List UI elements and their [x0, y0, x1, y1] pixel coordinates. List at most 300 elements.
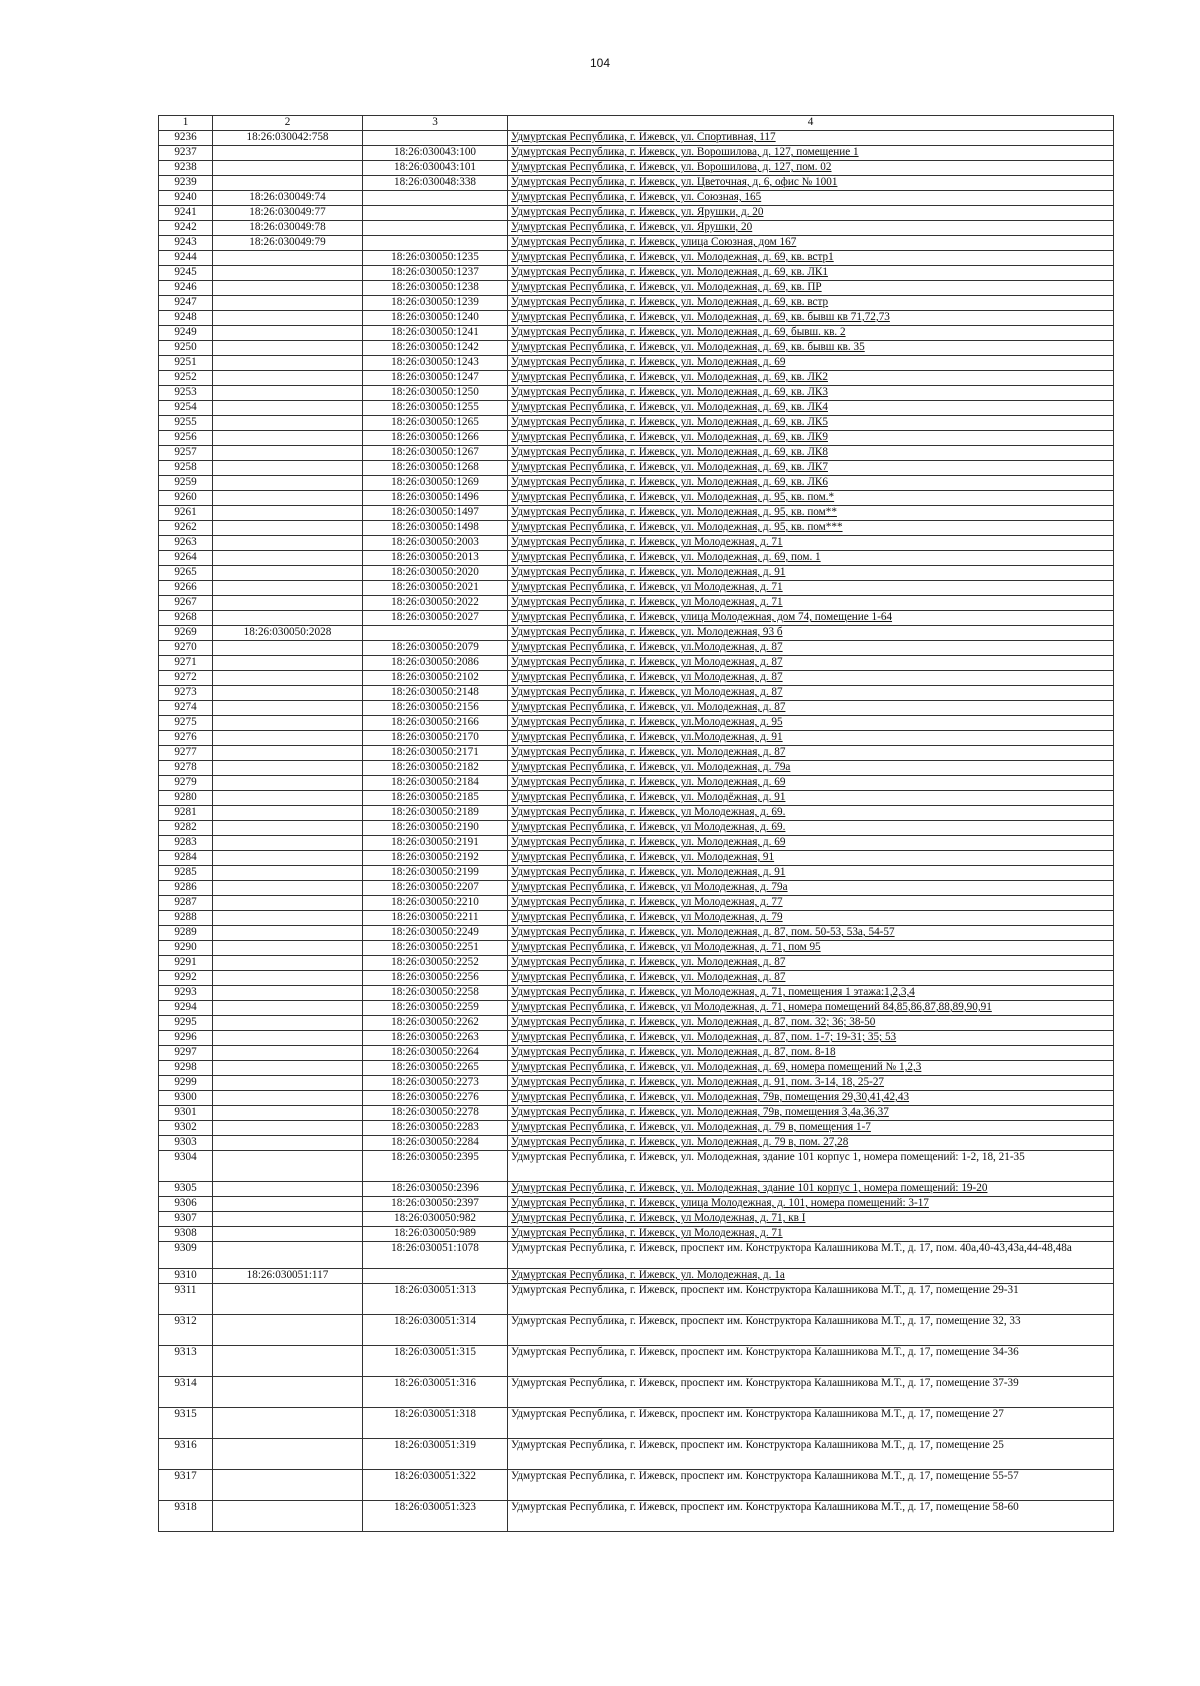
cadastral-number-premises	[363, 131, 508, 146]
cadastral-number-land	[213, 1470, 363, 1501]
table-row	[159, 1046, 1114, 1061]
cadastral-number-premises: 18:26:030051:316	[363, 1377, 508, 1408]
cadastral-number-premises	[363, 236, 508, 251]
cadastral-number-premises	[363, 626, 508, 641]
row-number: 9256	[159, 431, 213, 446]
cadastral-number-land	[213, 401, 363, 416]
cadastral-number-premises: 18:26:030050:1269	[363, 476, 508, 491]
cadastral-number-land	[213, 1106, 363, 1121]
address: Удмуртская Республика, г. Ижевск, ул. Ворошилова, д. 127, пом. 02	[508, 161, 1114, 176]
cadastral-number-land	[213, 656, 363, 671]
row-number: 9255	[159, 416, 213, 431]
table-row	[159, 746, 1114, 761]
cadastral-number-land	[213, 1016, 363, 1031]
row-number: 9280	[159, 791, 213, 806]
table-row	[159, 1284, 1114, 1315]
cadastral-number-land	[213, 1136, 363, 1151]
cadastral-number-land	[213, 896, 363, 911]
table-row	[159, 896, 1114, 911]
cadastral-number-premises: 18:26:030050:1242	[363, 341, 508, 356]
address: Удмуртская Республика, г. Ижевск, проспект им. Конструктора Калашникова М.Т., д. 17, помещение 32, 33	[508, 1315, 1114, 1346]
address: Удмуртская Республика, г. Ижевск, ул. Молодежная, д. 69, кв. ЛК9	[508, 431, 1114, 446]
cadastral-number-land	[213, 536, 363, 551]
address: Удмуртская Республика, г. Ижевск, ул Молодежная, д. 71, помещения 1 этажа:1,2,3,4	[508, 986, 1114, 1001]
table-row	[159, 1016, 1114, 1031]
cadastral-number-premises: 18:26:030050:1267	[363, 446, 508, 461]
address: Удмуртская Республика, г. Ижевск, ул.Молодежная, д. 91	[508, 731, 1114, 746]
registry-table	[158, 115, 1114, 1532]
table-row	[159, 1061, 1114, 1076]
row-number: 9286	[159, 881, 213, 896]
table-row	[159, 1408, 1114, 1439]
cadastral-number-land	[213, 926, 363, 941]
cadastral-number-premises: 18:26:030050:982	[363, 1212, 508, 1227]
cadastral-number-land	[213, 1284, 363, 1315]
cadastral-number-land	[213, 521, 363, 536]
cadastral-number-premises	[363, 1269, 508, 1284]
row-number: 9259	[159, 476, 213, 491]
cadastral-number-premises	[363, 191, 508, 206]
cadastral-number-land	[213, 1346, 363, 1377]
row-number: 9297	[159, 1046, 213, 1061]
row-number: 9317	[159, 1470, 213, 1501]
table-row	[159, 1315, 1114, 1346]
address: Удмуртская Республика, г. Ижевск, ул. Молодежная, д. 87	[508, 746, 1114, 761]
cadastral-number-land	[213, 461, 363, 476]
row-number: 9294	[159, 1001, 213, 1016]
cadastral-number-land	[213, 416, 363, 431]
address: Удмуртская Республика, г. Ижевск, ул. Молодежная, д. 69, бывш. кв. 2	[508, 326, 1114, 341]
cadastral-number-premises: 18:26:030050:1498	[363, 521, 508, 536]
address: Удмуртская Республика, г. Ижевск, ул. Молодежная, д. 79 в, помещения 1-7	[508, 1121, 1114, 1136]
row-number: 9265	[159, 566, 213, 581]
row-number: 9248	[159, 311, 213, 326]
table-row	[159, 506, 1114, 521]
row-number: 9283	[159, 836, 213, 851]
cadastral-number-land	[213, 1091, 363, 1106]
row-number: 9272	[159, 671, 213, 686]
address: Удмуртская Республика, г. Ижевск, проспект им. Конструктора Калашникова М.Т., д. 17, помещение 25	[508, 1439, 1114, 1470]
cadastral-number-land	[213, 866, 363, 881]
table-row	[159, 311, 1114, 326]
header-col-4: 4	[508, 116, 1114, 131]
table-row	[159, 536, 1114, 551]
table-row	[159, 416, 1114, 431]
row-number: 9274	[159, 701, 213, 716]
table-row	[159, 866, 1114, 881]
cadastral-number-premises: 18:26:030050:2251	[363, 941, 508, 956]
cadastral-number-premises: 18:26:030050:2207	[363, 881, 508, 896]
cadastral-number-land	[213, 881, 363, 896]
address: Удмуртская Республика, г. Ижевск, ул. Молодежная, д. 69, кв. ЛК8	[508, 446, 1114, 461]
address: Удмуртская Республика, г. Ижевск, ул Молодежная, д. 69.	[508, 806, 1114, 821]
cadastral-number-premises: 18:26:030050:1238	[363, 281, 508, 296]
table-row	[159, 431, 1114, 446]
cadastral-number-premises: 18:26:030050:1496	[363, 491, 508, 506]
cadastral-number-premises: 18:26:030050:2192	[363, 851, 508, 866]
address: Удмуртская Республика, г. Ижевск, ул. Молодежная, д. 69, кв. встр	[508, 296, 1114, 311]
cadastral-number-premises: 18:26:030051:322	[363, 1470, 508, 1501]
table-row	[159, 1091, 1114, 1106]
cadastral-number-land	[213, 146, 363, 161]
row-number: 9290	[159, 941, 213, 956]
cadastral-number-land	[213, 686, 363, 701]
address: Удмуртская Республика, г. Ижевск, ул Молодежная, д. 71, пом 95	[508, 941, 1114, 956]
address: Удмуртская Республика, г. Ижевск, ул. Молодежная, д. 69	[508, 776, 1114, 791]
table-row	[159, 296, 1114, 311]
address: Удмуртская Республика, г. Ижевск, ул. Молодежная, д. 91	[508, 866, 1114, 881]
cadastral-number-land	[213, 1315, 363, 1346]
table-row	[159, 326, 1114, 341]
address: Удмуртская Республика, г. Ижевск, ул Молодежная, д. 71, номера помещений 84,85,86,87,88,89,90,91	[508, 1001, 1114, 1016]
table-row	[159, 401, 1114, 416]
table-row	[159, 1470, 1114, 1501]
table-row	[159, 731, 1114, 746]
row-number: 9250	[159, 341, 213, 356]
table-row	[159, 611, 1114, 626]
cadastral-number-land	[213, 1377, 363, 1408]
address: Удмуртская Республика, г. Ижевск, ул. Цветочная, д. 6, офис № 1001	[508, 176, 1114, 191]
cadastral-number-land	[213, 716, 363, 731]
table-row	[159, 986, 1114, 1001]
address: Удмуртская Республика, г. Ижевск, ул. Молодежная, д. 69	[508, 836, 1114, 851]
table-row	[159, 1121, 1114, 1136]
cadastral-number-land	[213, 971, 363, 986]
table-row	[159, 581, 1114, 596]
row-number: 9308	[159, 1227, 213, 1242]
cadastral-number-land	[213, 911, 363, 926]
table-row	[159, 191, 1114, 206]
address: Удмуртская Республика, г. Ижевск, ул. Молодежная, д. 69, кв. ЛК3	[508, 386, 1114, 401]
row-number: 9304	[159, 1151, 213, 1182]
address: Удмуртская Республика, г. Ижевск, ул. Молодежная, д. 79а	[508, 761, 1114, 776]
address: Удмуртская Республика, г. Ижевск, ул Молодежная, д. 87	[508, 671, 1114, 686]
cadastral-number-land	[213, 671, 363, 686]
address: Удмуртская Республика, г. Ижевск, ул. Ворошилова, д. 127, помещение 1	[508, 146, 1114, 161]
cadastral-number-premises: 18:26:030050:2171	[363, 746, 508, 761]
row-number: 9240	[159, 191, 213, 206]
cadastral-number-premises: 18:26:030050:2102	[363, 671, 508, 686]
header-col-2: 2	[213, 116, 363, 131]
cadastral-number-land	[213, 311, 363, 326]
address: Удмуртская Республика, г. Ижевск, ул. Молодежная, д. 95, кв. пом.*	[508, 491, 1114, 506]
cadastral-number-land	[213, 1227, 363, 1242]
address: Удмуртская Республика, г. Ижевск, ул. Молодежная, 93 б	[508, 626, 1114, 641]
cadastral-number-premises: 18:26:030050:2020	[363, 566, 508, 581]
cadastral-number-land	[213, 161, 363, 176]
row-number: 9236	[159, 131, 213, 146]
table-row	[159, 236, 1114, 251]
cadastral-number-premises: 18:26:030051:314	[363, 1315, 508, 1346]
cadastral-number-land	[213, 806, 363, 821]
cadastral-number-land	[213, 1182, 363, 1197]
cadastral-number-premises: 18:26:030051:323	[363, 1501, 508, 1532]
row-number: 9261	[159, 506, 213, 521]
row-number: 9313	[159, 1346, 213, 1377]
cadastral-number-land	[213, 1151, 363, 1182]
cadastral-number-premises: 18:26:030050:2185	[363, 791, 508, 806]
address: Удмуртская Республика, г. Ижевск, проспект им. Конструктора Калашникова М.Т., д. 17, помещение 37-39	[508, 1377, 1114, 1408]
cadastral-number-premises: 18:26:030050:2258	[363, 986, 508, 1001]
cadastral-number-premises: 18:26:030050:2086	[363, 656, 508, 671]
row-number: 9300	[159, 1091, 213, 1106]
row-number: 9307	[159, 1212, 213, 1227]
table-row	[159, 776, 1114, 791]
cadastral-number-land	[213, 491, 363, 506]
table-row	[159, 836, 1114, 851]
cadastral-number-premises: 18:26:030050:2003	[363, 536, 508, 551]
address: Удмуртская Республика, г. Ижевск, ул Молодежная, д. 79	[508, 911, 1114, 926]
cadastral-number-premises: 18:26:030050:1265	[363, 416, 508, 431]
row-number: 9287	[159, 896, 213, 911]
table-row	[159, 1269, 1114, 1284]
cadastral-number-premises: 18:26:030050:2199	[363, 866, 508, 881]
table-row	[159, 341, 1114, 356]
address: Удмуртская Республика, г. Ижевск, ул. Молодежная, д. 69, кв. ЛК7	[508, 461, 1114, 476]
cadastral-number-premises: 18:26:030050:2022	[363, 596, 508, 611]
cadastral-number-land	[213, 251, 363, 266]
cadastral-number-premises: 18:26:030050:1268	[363, 461, 508, 476]
row-number: 9247	[159, 296, 213, 311]
table-row	[159, 701, 1114, 716]
address: Удмуртская Республика, г. Ижевск, ул. Молодежная, д. 87	[508, 701, 1114, 716]
row-number: 9244	[159, 251, 213, 266]
address: Удмуртская Республика, г. Ижевск, ул. Молодежная, д. 87, пом. 32; 36; 38-50	[508, 1016, 1114, 1031]
address: Удмуртская Республика, г. Ижевск, ул Молодежная, д. 87	[508, 656, 1114, 671]
cadastral-number-premises: 18:26:030050:1497	[363, 506, 508, 521]
address: Удмуртская Республика, г. Ижевск, ул. Ярушки, 20	[508, 221, 1114, 236]
address: Удмуртская Республика, г. Ижевск, ул. Молодежная, д. 69, кв. встр1	[508, 251, 1114, 266]
cadastral-number-land	[213, 851, 363, 866]
cadastral-number-land	[213, 791, 363, 806]
cadastral-number-land	[213, 386, 363, 401]
row-number: 9309	[159, 1242, 213, 1269]
row-number: 9258	[159, 461, 213, 476]
address: Удмуртская Республика, г. Ижевск, улица Союзная, дом 167	[508, 236, 1114, 251]
address: Удмуртская Республика, г. Ижевск, ул.Молодежная, д. 95	[508, 716, 1114, 731]
table-row	[159, 146, 1114, 161]
address: Удмуртская Республика, г. Ижевск, ул Молодежная, д. 87	[508, 686, 1114, 701]
row-number: 9306	[159, 1197, 213, 1212]
cadastral-number-land	[213, 341, 363, 356]
cadastral-number-premises: 18:26:030050:2262	[363, 1016, 508, 1031]
table-row	[159, 716, 1114, 731]
table-row	[159, 1227, 1114, 1242]
cadastral-number-land	[213, 836, 363, 851]
cadastral-number-premises: 18:26:030050:2191	[363, 836, 508, 851]
header-col-1: 1	[159, 116, 213, 131]
cadastral-number-premises: 18:26:030043:100	[363, 146, 508, 161]
address: Удмуртская Республика, г. Ижевск, ул.Молодежная, д. 87	[508, 641, 1114, 656]
cadastral-number-premises: 18:26:030050:1237	[363, 266, 508, 281]
row-number: 9284	[159, 851, 213, 866]
row-number: 9245	[159, 266, 213, 281]
cadastral-number-land	[213, 566, 363, 581]
table-row	[159, 176, 1114, 191]
row-number: 9302	[159, 1121, 213, 1136]
row-number: 9268	[159, 611, 213, 626]
cadastral-number-premises: 18:26:030043:101	[363, 161, 508, 176]
cadastral-number-land	[213, 1212, 363, 1227]
table-row	[159, 821, 1114, 836]
cadastral-number-premises: 18:26:030050:2184	[363, 776, 508, 791]
address: Удмуртская Республика, г. Ижевск, ул. Молодежная, д. 69, кв. ЛК1	[508, 266, 1114, 281]
cadastral-number-land	[213, 596, 363, 611]
cadastral-number-land	[213, 1197, 363, 1212]
table-row	[159, 971, 1114, 986]
header-row	[159, 116, 1114, 131]
cadastral-number-premises: 18:26:030051:1078	[363, 1242, 508, 1269]
cadastral-number-premises: 18:26:030050:1250	[363, 386, 508, 401]
row-number: 9305	[159, 1182, 213, 1197]
cadastral-number-premises: 18:26:030050:2027	[363, 611, 508, 626]
address: Удмуртская Республика, г. Ижевск, ул. Молодежная, д. 69, номера помещений № 1,2,3	[508, 1061, 1114, 1076]
row-number: 9249	[159, 326, 213, 341]
row-number: 9285	[159, 866, 213, 881]
cadastral-number-land	[213, 611, 363, 626]
address: Удмуртская Республика, г. Ижевск, ул. Молодежная, д. 69, кв. ЛК4	[508, 401, 1114, 416]
address: Удмуртская Республика, г. Ижевск, ул. Молодежная, д. 69, кв. бывш кв 71,72,73	[508, 311, 1114, 326]
cadastral-number-land	[213, 986, 363, 1001]
cadastral-number-land	[213, 761, 363, 776]
row-number: 9291	[159, 956, 213, 971]
row-number: 9269	[159, 626, 213, 641]
address: Удмуртская Республика, г. Ижевск, ул Молодежная, д. 71	[508, 1227, 1114, 1242]
table-row	[159, 551, 1114, 566]
cadastral-number-land	[213, 356, 363, 371]
table-row	[159, 851, 1114, 866]
cadastral-number-premises: 18:26:030050:2396	[363, 1182, 508, 1197]
row-number: 9243	[159, 236, 213, 251]
cadastral-number-premises: 18:26:030050:989	[363, 1227, 508, 1242]
cadastral-number-premises: 18:26:030050:1241	[363, 326, 508, 341]
cadastral-number-land	[213, 326, 363, 341]
row-number: 9293	[159, 986, 213, 1001]
row-number: 9278	[159, 761, 213, 776]
table-row	[159, 686, 1114, 701]
address: Удмуртская Республика, г. Ижевск, ул. Молодежная, д. 69, пом. 1	[508, 551, 1114, 566]
table-row	[159, 266, 1114, 281]
table-row	[159, 356, 1114, 371]
table-row	[159, 941, 1114, 956]
cadastral-number-premises: 18:26:030050:2264	[363, 1046, 508, 1061]
row-number: 9298	[159, 1061, 213, 1076]
cadastral-number-premises: 18:26:030050:2211	[363, 911, 508, 926]
table-row	[159, 1242, 1114, 1269]
table-row	[159, 641, 1114, 656]
address: Удмуртская Республика, г. Ижевск, ул Молодежная, д. 71	[508, 596, 1114, 611]
address: Удмуртская Республика, г. Ижевск, проспект им. Конструктора Калашникова М.Т., д. 17, пом. 40а,40-43,43а,44-48,48а	[508, 1242, 1114, 1269]
cadastral-number-premises: 18:26:030050:2265	[363, 1061, 508, 1076]
cadastral-number-premises: 18:26:030050:2252	[363, 956, 508, 971]
cadastral-number-land: 18:26:030042:758	[213, 131, 363, 146]
cadastral-number-premises: 18:26:030050:2148	[363, 686, 508, 701]
cadastral-number-land	[213, 701, 363, 716]
address: Удмуртская Республика, г. Ижевск, ул Молодежная, д. 69.	[508, 821, 1114, 836]
cadastral-number-land: 18:26:030049:77	[213, 206, 363, 221]
cadastral-number-premises: 18:26:030050:2210	[363, 896, 508, 911]
cadastral-number-land	[213, 1439, 363, 1470]
row-number: 9264	[159, 551, 213, 566]
cadastral-number-land	[213, 956, 363, 971]
row-number: 9238	[159, 161, 213, 176]
row-number: 9299	[159, 1076, 213, 1091]
row-number: 9303	[159, 1136, 213, 1151]
address: Удмуртская Республика, г. Ижевск, ул. Молодежная, д. 87, пом. 50-53, 53а, 54-57	[508, 926, 1114, 941]
table-row	[159, 1182, 1114, 1197]
row-number: 9262	[159, 521, 213, 536]
row-number: 9237	[159, 146, 213, 161]
row-number: 9267	[159, 596, 213, 611]
cadastral-number-land	[213, 281, 363, 296]
table-row	[159, 371, 1114, 386]
row-number: 9316	[159, 1439, 213, 1470]
cadastral-number-premises: 18:26:030050:2395	[363, 1151, 508, 1182]
row-number: 9266	[159, 581, 213, 596]
cadastral-number-premises: 18:26:030050:1235	[363, 251, 508, 266]
cadastral-number-premises: 18:26:030050:1239	[363, 296, 508, 311]
row-number: 9263	[159, 536, 213, 551]
row-number: 9292	[159, 971, 213, 986]
address: Удмуртская Республика, г. Ижевск, ул. Молодежная, здание 101 корпус 1, номера помещений: 1-2, 18, 21-35	[508, 1151, 1114, 1182]
table-row	[159, 1439, 1114, 1470]
cadastral-number-premises: 18:26:030050:2156	[363, 701, 508, 716]
row-number: 9252	[159, 371, 213, 386]
row-number: 9270	[159, 641, 213, 656]
address: Удмуртская Республика, г. Ижевск, ул. Молодежная, д. 91, пом. 3-14, 18, 25-27	[508, 1076, 1114, 1091]
table-row	[159, 1346, 1114, 1377]
cadastral-number-land: 18:26:030049:78	[213, 221, 363, 236]
cadastral-number-land	[213, 1242, 363, 1269]
cadastral-number-land	[213, 476, 363, 491]
row-number: 9257	[159, 446, 213, 461]
address: Удмуртская Республика, г. Ижевск, ул Молодежная, д. 77	[508, 896, 1114, 911]
table-row	[159, 566, 1114, 581]
cadastral-number-land	[213, 551, 363, 566]
address: Удмуртская Республика, г. Ижевск, проспект им. Конструктора Калашникова М.Т., д. 17, помещение 29-31	[508, 1284, 1114, 1315]
row-number: 9301	[159, 1106, 213, 1121]
cadastral-number-land	[213, 371, 363, 386]
cadastral-number-premises	[363, 206, 508, 221]
row-number: 9289	[159, 926, 213, 941]
address: Удмуртская Республика, г. Ижевск, ул. Молодежная, д. 69, кв. ЛК6	[508, 476, 1114, 491]
cadastral-number-land	[213, 641, 363, 656]
table-row	[159, 1001, 1114, 1016]
cadastral-number-land	[213, 266, 363, 281]
row-number: 9310	[159, 1269, 213, 1284]
cadastral-number-land: 18:26:030049:79	[213, 236, 363, 251]
table-row	[159, 761, 1114, 776]
cadastral-number-premises: 18:26:030048:338	[363, 176, 508, 191]
table-row	[159, 386, 1114, 401]
cadastral-number-land	[213, 1046, 363, 1061]
table-row	[159, 131, 1114, 146]
table-row	[159, 491, 1114, 506]
address: Удмуртская Республика, г. Ижевск, ул. Молодежная, 79в, помещения 29,30,41,42,43	[508, 1091, 1114, 1106]
row-number: 9239	[159, 176, 213, 191]
cadastral-number-land	[213, 1031, 363, 1046]
cadastral-number-premises: 18:26:030051:313	[363, 1284, 508, 1315]
address: Удмуртская Республика, г. Ижевск, ул. Молодежная, д. 79 в, пом. 27,28	[508, 1136, 1114, 1151]
table-row	[159, 1501, 1114, 1532]
address: Удмуртская Республика, г. Ижевск, ул. Молодежная, д. 87	[508, 971, 1114, 986]
table-row	[159, 881, 1114, 896]
row-number: 9315	[159, 1408, 213, 1439]
row-number: 9260	[159, 491, 213, 506]
table-row	[159, 461, 1114, 476]
cadastral-number-land	[213, 1001, 363, 1016]
address: Удмуртская Республика, г. Ижевск, ул. Молодежная, д. 69, кв. ЛК5	[508, 416, 1114, 431]
